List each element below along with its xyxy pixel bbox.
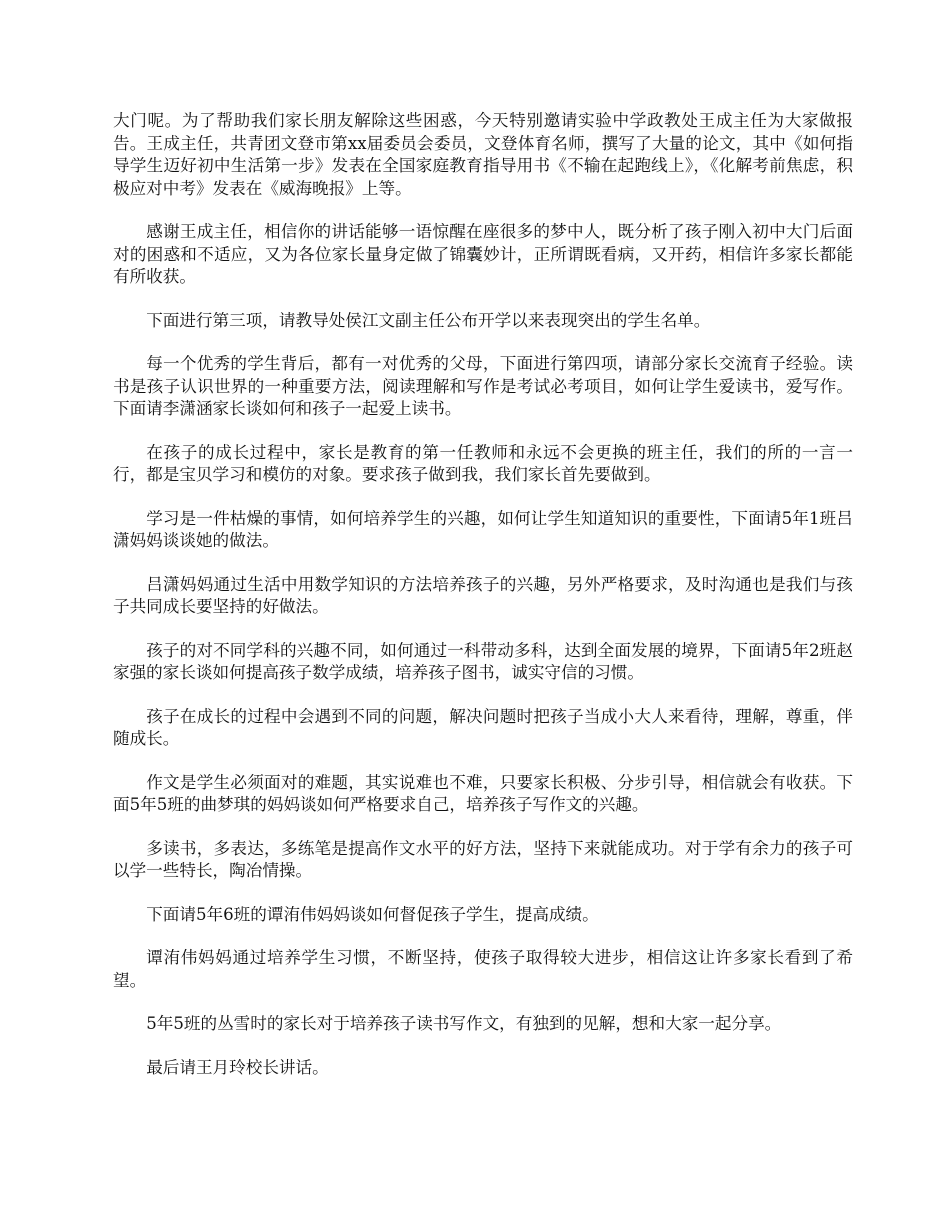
- paragraph-8: 孩子的对不同学科的兴趣不同，如何通过一科带动多科，达到全面发展的境界，下面请5年2班赵家强的家长谈如何提高孩子数学成绩，培养孩子图书，诚实守信的习惯。: [113, 640, 853, 682]
- paragraph-4: 每一个优秀的学生背后，都有一对优秀的父母，下面进行第四项，请部分家长交流育子经验。读书是孩子认识世界的一种重要方法，阅读理解和写作是考试必考项目，如何让学生爱读书，爱写作。下面请李潇涵家长谈如何和孩子一起爱上读书。: [113, 354, 853, 418]
- paragraph-1: 大门呢。为了帮助我们家长朋友解除这些困惑，今天特别邀请实验中学政教处王成主任为大家做报告。王成主任，共青团文登市第xx届委员会委员，文登体育名师，撰写了大量的论文，其中《如何指导学生迈好初中生活第一步》发表在全国家庭教育指导用书《不输在起跑线上》，《化解考前焦虑，积极应对中考》发表在《威海晚报》上等。: [113, 111, 853, 198]
- paragraph-14: 5年5班的丛雪时的家长对于培养孩子读书写作文，有独到的见解，想和大家一起分享。: [146, 1014, 782, 1033]
- paragraph-15: 最后请王月玲校长讲话。: [146, 1057, 329, 1077]
- paragraph-13: 谭洧伟妈妈通过培养学生习惯，不断坚持，使孩子取得较大进步，相信这让许多家长看到了希望。: [113, 948, 853, 990]
- paragraph-11: 多读书，多表达，多练笔是提高作文水平的好方法，坚持下来就能成功。对于学有余力的孩子可以学一些特长，陶冶情操。: [113, 838, 853, 880]
- paragraph-2: 感谢王成主任，相信你的讲话能够一语惊醒在座很多的梦中人，既分析了孩子刚入初中大门后面对的困惑和不适应，又为各位家长量身定做了锦囊妙计，正所谓既看病，又开药，相信许多家长都能有所收获。: [113, 222, 853, 286]
- paragraph-7: 吕潇妈妈通过生活中用数学知识的方法培养孩子的兴趣，另外严格要求，及时沟通也是我们与孩子共同成长要坚持的好做法。: [113, 574, 853, 616]
- paragraph-5: 在孩子的成长过程中，家长是教育的第一任教师和永远不会更换的班主任，我们的所的一言一行，都是宝贝学习和模仿的对象。要求孩子做到我，我们家长首先要做到。: [113, 442, 853, 484]
- paragraph-12: 下面请5年6班的谭洧伟妈妈谈如何督促孩子学生，提高成绩。: [146, 904, 599, 924]
- paragraph-6: 学习是一件枯燥的事情，如何培养学生的兴趣，如何让学生知道知识的重要性，下面请5年1班吕潇妈妈谈谈她的做法。: [113, 508, 853, 550]
- paragraph-10: 作文是学生必须面对的难题，其实说难也不难，只要家长积极、分步引导，相信就会有收获。下面5年5班的曲梦琪的妈妈谈如何严格要求自己，培养孩子写作文的兴趣。: [113, 772, 853, 814]
- document-body: [113, 110, 853, 1100]
- paragraph-3: 下面进行第三项，请教导处侯江文副主任公布开学以来表现突出的学生名单。: [146, 310, 711, 330]
- paragraph-9: 孩子在成长的过程中会遇到不同的问题，解决问题时把孩子当成小大人来看待，理解，尊重，伴随成长。: [113, 706, 853, 748]
